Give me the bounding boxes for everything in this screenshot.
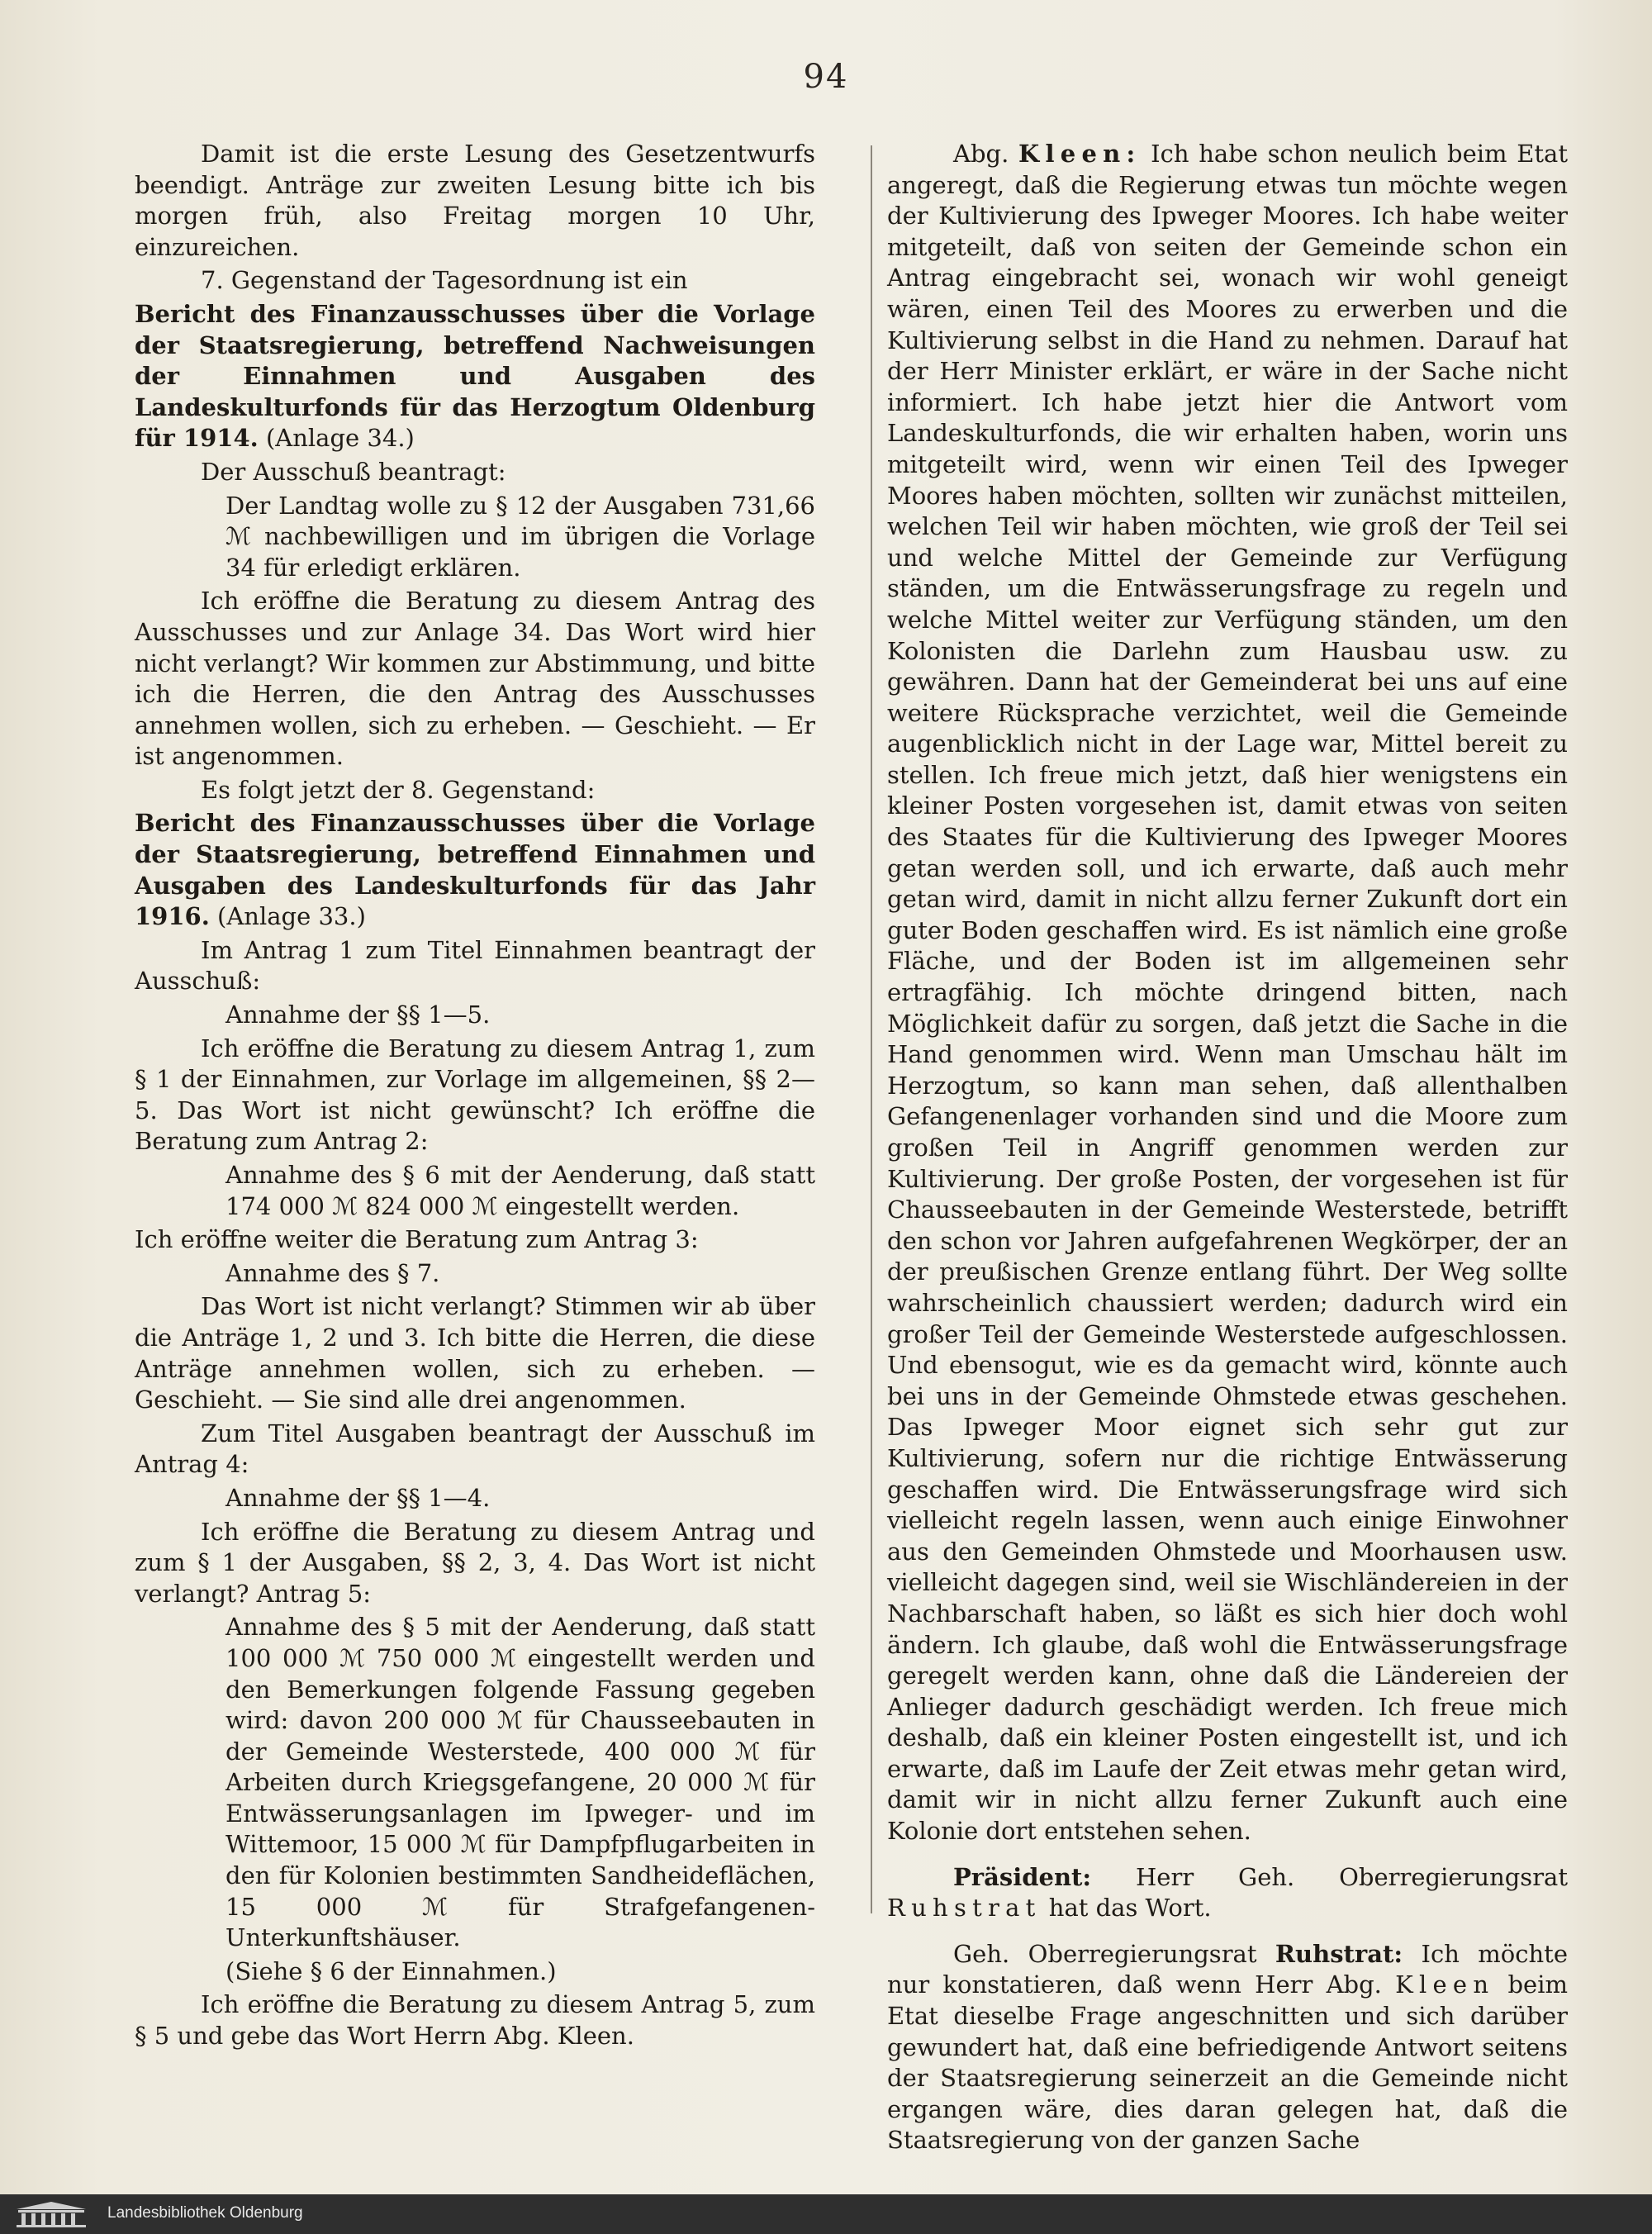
speech-kleen <box>887 139 1568 1847</box>
column-divider <box>871 145 872 1913</box>
paragraph: Ich eröffne die Beratung zu diesem Antrag des Ausschusses und zur Anlage 34. Das Wort wird hier nicht verlangt? Wir kommen zur Abstimmung, und bitte ich die Herren, die den Antrag des Ausschusses annehmen wollen, sich zu erheben. — Geschieht. — Er ist angenommen. <box>135 587 815 771</box>
motion-text: Annahme des § 5 mit der Aenderung, daß statt 100 000 ℳ 750 000 ℳ eingestellt werden und den Bemerkungen folgende Fassung gegeben wird: davon 200 000 ℳ für Chausseebauten in der Gemeinde Westerstede, 400 000 ℳ für Arbeiten durch Kriegsgefangene, 20 000 ℳ für Entwässerungsanlagen im Ipweger- und im Wittemoor, 15 000 ℳ für Dampfpflugarbeiten in den für Kolonien bestimmten Sandheideflächen, 15 000 ℳ für Strafgefangenen-Unterkunftshäuser. <box>225 1613 815 1952</box>
paragraph: Ich eröffne die Beratung zu diesem Antrag und zum § 1 der Ausgaben, §§ 2, 3, 4. Das Wort ist nicht verlangt? Antrag 5: <box>135 1517 815 1608</box>
footer-bar <box>0 2194 1652 2234</box>
paragraph: Ich eröffne die Beratung zu diesem Antrag 5, zum § 5 und gebe das Wort Herrn Abg. Kleen. <box>135 1990 815 2051</box>
page-number: 94 <box>803 58 849 96</box>
paragraph: Ich eröffne weiter die Beratung zum Antrag 3: <box>135 1225 699 1254</box>
motion-text: Annahme des § 6 mit der Aenderung, daß statt 174 000 ℳ 824 000 ℳ eingestellt werden. <box>225 1161 815 1220</box>
agenda-title-text: Bericht des Finanzausschusses über die Vorlage der Staatsregierung, betreffend Einnahmen und Ausgaben des Landeskulturfonds für das Jahr 1916. <box>135 809 815 931</box>
speech-text: Ich habe schon neulich beim Etat angeregt, daß die Regierung etwas tun möchte wegen der Kultivierung des Ipweger Moores. Ich habe weiter mitgeteilt, daß von seiten der Gemeinde schon ein Antrag eingebracht sei, wonach wir wohl geneigt wären, einen Teil des Moores zu erwerben und die Kultivierung selbst in die Hand zu nehmen. Darauf hat der Herr Minister erklärt, er wäre in der Sache nicht informiert. Ich habe jetzt hier die Antwort vom Landeskulturfonds, die wir erhalten haben, worin uns mitgeteilt wird, wenn wir einen Teil des Ipweger Moores haben möchten, sollten wir zunächst mitteilen, welchen Teil wir haben möchten, wie groß der Teil sei und welche Mittel der Gemeinde zur Verfügung ständen, um die Entwässerungsfrage zu regeln und welche Mittel weiter zur Verfügung ständen, um den Kolonisten die Darlehn zum Hausbau usw. zu gewähren. Dann hat der Gemeinderat bei uns auf eine weitere Rücksprache verzichtet, weil die Gemeinde augenblicklich nicht in der Lage war, Mittel bereit zu stellen. Ich freue mich jetzt, daß hier wenigstens ein kleiner Posten vorgesehen ist, damit etwas von seiten des Staates für die Kultivierung des Ipweger Moores getan werden soll, und ich erwarte, daß auch mehr getan wird, damit in nicht allzu ferner Zukunft dort ein guter Boden geschaffen wird. Es ist nämlich eine große Fläche, und der Boden ist im allgemeinen sehr ertragfähig. Ich möchte dringend bitten, nach Möglichkeit dafür zu sorgen, daß jetzt die Sache in die Hand genommen wird. Wenn man Umschau hält im Herzogtum, so kann man sehen, daß allenthalben Gefangenenlager vorhanden sind und die Moore zum großen Teil in Angriff genommen werden zur Kultivierung. Der große Posten, der vorgesehen ist für Chausseebauten in der Gemeinde Westerstede, betrifft den schon vor Jahren aufgefahrenen Wegkörper, der an der preußischen Grenze entlang führt. Der Weg sollte wahrscheinlich chaussiert werden; dadurch wird ein großer Teil der Gemeinde Westerstede aufgeschlossen. Und ebensogut, wie es da gemacht wird, könnte auch bei uns in der Gemeinde Ohmstede etwas geschehen. Das Ipweger Moor eignet sich sehr gut zur Kultivierung, sofern nur die richtige Entwässerung geschaffen wird. Die Entwässerungsfrage wird sich vielleicht regeln lassen, wenn auch einige Einwohner aus den Gemeinden Ohmstede und Moorhausen usw. vielleicht dagegen sind, weil sie Wischländereien in der Nachbarschaft haben, so läßt es sich hier doch wohl ändern. Ich glaube, daß wohl die Entwässerungsfrage geregelt werden kann, ohne daß die Ländereien der Anlieger dadurch geschädigt werden. Ich freue mich deshalb, daß ein kleiner Posten eingestellt ist, und ich erwarte, daß im Laufe der Zeit etwas mehr getan wird, damit wir in nicht allzu ferner Zukunft auch eine Kolonie dort entstehen sehen. <box>887 140 1568 1846</box>
paragraph: 7. Gegenstand der Tagesordnung ist ein <box>201 266 688 295</box>
annex-reference: (Anlage 33.) <box>209 902 366 931</box>
library-name: Landesbibliothek Oldenburg <box>107 2204 303 2222</box>
paragraph: Damit ist die erste Lesung des Gesetzentwurfs beendigt. Anträge zur zweiten Lesung bitte ich bis morgen früh, also Freitag morgen 10 Uhr, einzureichen. <box>135 140 815 261</box>
paragraph: Es folgt jetzt der 8. Gegenstand: <box>201 775 596 804</box>
agenda-title-text: Bericht des Finanzausschusses über die Vorlage der Staatsregierung, betreffend Nachweisungen der Einnahmen und Ausgaben des Landeskulturfonds für das Herzogtum Oldenburg für 1914. <box>135 299 815 453</box>
speech-text: beim Etat dieselbe Frage angeschnitten und sich darüber gewundert hat, daß eine befriedigende Antwort seitens der Staatsregierung seinerzeit an die Gemeinde nicht ergangen wäre, dies daran gelegen hat, daß die Staatsregierung von der ganzen Sache <box>887 1970 1568 2155</box>
motion-text: Annahme der §§ 1—4. <box>225 1483 491 1512</box>
annex-reference: (Anlage 34.) <box>258 424 415 453</box>
spaced-name: Kleen <box>1395 1970 1495 1999</box>
speech-text: hat das Wort. <box>1041 1894 1212 1923</box>
spaced-name: Ruhstrat <box>887 1894 1042 1923</box>
speech-praesident <box>887 1862 1568 1924</box>
motion-text: Der Landtag wolle zu § 12 der Ausgaben 731,66 ℳ nachbewilligen und im übrigen die Vorlage 34 für erledigt erklären. <box>225 491 815 582</box>
speech-ruhstrat <box>887 1939 1568 2156</box>
speaker-name: Ruhstrat: <box>1275 1939 1403 1968</box>
paragraph: Zum Titel Ausgaben beantragt der Ausschuß im Antrag 4: <box>135 1419 815 1479</box>
speaker-prefix: Geh. Oberregierungsrat <box>953 1939 1275 1968</box>
agenda-item-title <box>135 299 815 454</box>
speech-text: Ich möchte nur konstatieren, daß wenn Herr Abg. <box>887 1939 1568 1999</box>
motion-note: (Siehe § 6 der Einnahmen.) <box>225 1956 557 1985</box>
speaker-name: Präsident: <box>953 1862 1092 1891</box>
agenda-item-title <box>135 808 815 932</box>
paragraph: Im Antrag 1 zum Titel Einnahmen beantragt der Ausschuß: <box>135 935 815 996</box>
speaker-prefix: Abg. <box>953 140 1019 168</box>
motion-text: Annahme der §§ 1—5. <box>225 1001 491 1029</box>
paragraph: Das Wort ist nicht verlangt? Stimmen wir ab über die Anträge 1, 2 und 3. Ich bitte die Herren, die diese Anträge annehmen wollen, sich zu erheben. — Geschieht. — Sie sind alle drei angenommen. <box>135 1292 815 1414</box>
paragraph: Ich eröffne die Beratung zu diesem Antrag 1, zum § 1 der Einnahmen, zur Vorlage im allgemeinen, §§ 2—5. Das Wort ist nicht gewünscht? Ich eröffne die Beratung zum Antrag 2: <box>135 1034 815 1156</box>
speaker-name: Kleen: <box>1018 140 1142 168</box>
left-column <box>135 139 815 2055</box>
right-column <box>887 139 1568 2159</box>
paragraph: Der Ausschuß beantragt: <box>201 457 506 486</box>
speech-text: Herr Geh. Oberregierungsrat <box>1091 1862 1568 1891</box>
motion-text: Annahme des § 7. <box>225 1258 440 1287</box>
library-building-icon <box>10 2199 93 2229</box>
